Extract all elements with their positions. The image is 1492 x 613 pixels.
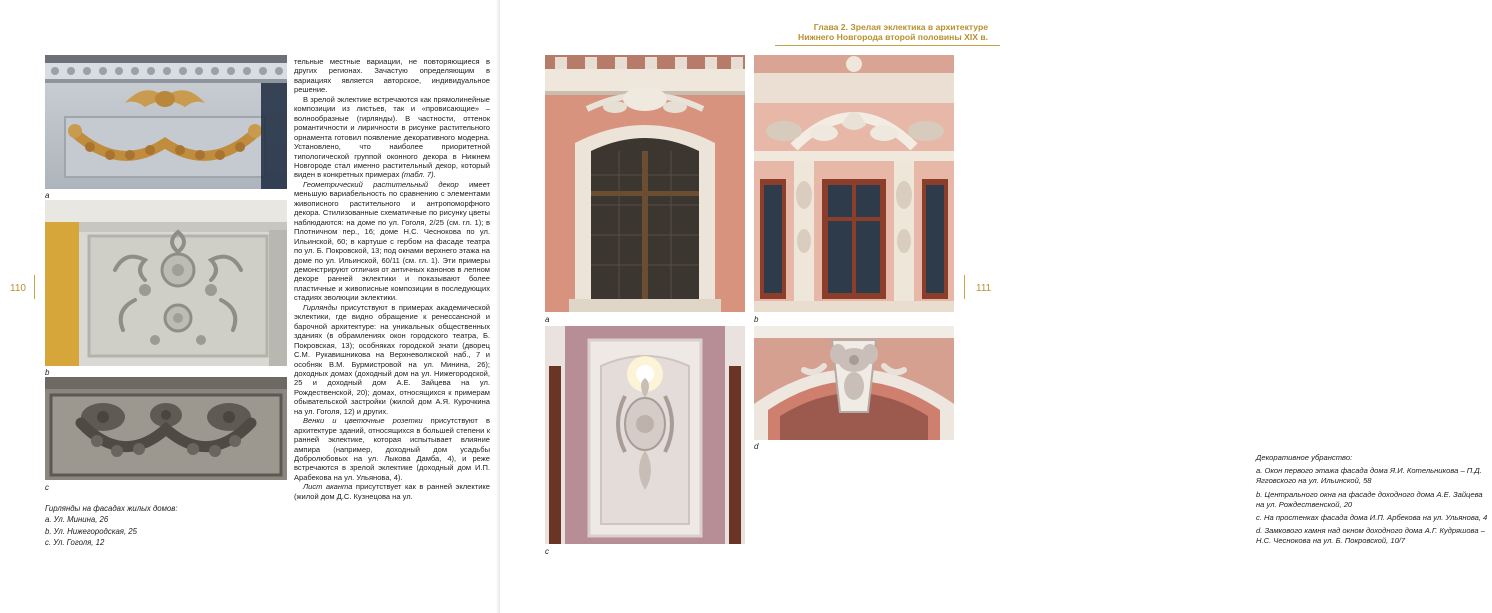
right-caption-item-c: c. На простенках фасада дома И.П. Арбекова на ул. Ульянова, 4: [1256, 513, 1488, 523]
running-header-line-1: Глава 2. Зрелая эклектика в архитектуре: [813, 22, 988, 32]
paragraph-2-text: В зрелой эклектике встречаются как прямолинейные композиции из листьев, так и «провисающие» – волнообразные (гирлянды). В частности, оттенок романтичности и лиричности в рисунке растительного орнамента готовил появление декоративного модерна. Установлено, что наиболее приоритетной типологической группой оконного декора в Нижнем Новгороде стал именно растительный декор, который виден в конкретных примерах: [294, 94, 490, 180]
right-caption-item-d: d. Замкового камня над окном доходного дома А.Г. Кудряшова – Н.С. Чесноковa на ул. Б. Покровской, 10/7: [1256, 526, 1485, 546]
body-text-column: [294, 57, 490, 501]
figure-letter-c-right: c: [545, 547, 549, 556]
running-header-line-2: Нижнего Новгорода второй половины XIX в.: [797, 32, 988, 42]
page-number-left: 110: [10, 283, 26, 294]
paragraph-4-text: присутствуют в примерах академической эклектики, где видно обращение к ренессансной и барочной архитектуре: на уникальных общественных зданиях (в обрамлениях окон городского театра, Б. Покровская, 13); особняках городской знати (дворец С.М. Рукавишникова на Верхневолжской наб., 7 и особняк В.М. Бурмистровой на ул. Минина, 26); доходных домах (доходный дом на ул. Нижегородской, 25 и доходный дом А.Е. Зайцева на ул. Рождественской, 20); домах, относящихся к примерам обывательской застройки (жилой дом А.Я. Курочкина на ул. Гоголя, 12) и других.: [294, 302, 490, 416]
running-header: [758, 22, 988, 42]
right-captions-title: Декоративное убранство:: [1256, 453, 1353, 462]
paragraph-6-text: присутствует как в ранней эклектике (жилой дом Д.С. Кузнецова на ул.: [294, 482, 490, 501]
table-reference: (табл. 7).: [401, 170, 436, 180]
paragraph-3-text: имеет меньшую вариабельность по сравнению с элементами живописного растительного и антропоморфного декора. Стилизованные схематичные по рисунку цветы наблюдаются: на доме по ул. Гоголя, 2/25 (см. гл. 1); в Плотничном пер., 16; доме Н.С. Чесноковa по ул. Ильинской, 60; в картуше с гербом на фасаде театра по ул. Б. Покровской, 13; под окнами верхнего этажа на доме по ул. Ильинской, 60/11 (см. гл. 1). Эти примеры демонстрируют отличия от античных канонов в лепном декоре ранней эклектики и показывают более пластичные и живописные композиции в последующих стадиях эволюции эклектики.: [294, 179, 490, 303]
left-caption-item-c: c. Ул. Гоголя, 12: [45, 538, 105, 548]
paragraph-3-lead: Геометрический растительный декор: [303, 179, 459, 189]
right-figure-captions: [1256, 453, 1492, 550]
page-number-right-rule: [964, 275, 965, 299]
left-caption-item-b: b. Ул. Нижегородская, 25: [45, 526, 137, 536]
left-captions-title: Гирлянды на фасадах жилых домов:: [45, 504, 178, 513]
paragraph-5-lead: Венки и цветочные розетки: [303, 416, 423, 426]
right-caption-item-a: a. Окон первого этажа фасада дома Я.И. Котельникова – П.Д. Ягговского на ул. Ильинской, 58: [1256, 466, 1482, 486]
left-figure-captions: [45, 503, 285, 549]
page-number-right: 111: [976, 283, 992, 294]
photo-window-rozhdestvenskaya: [754, 55, 954, 312]
running-header-rule: [775, 45, 1000, 46]
left-page: [0, 0, 500, 613]
photo-keystone-pokrovskaya: [754, 326, 954, 440]
figure-letter-b-left: b: [45, 368, 50, 377]
paragraph-2: [294, 95, 490, 180]
paragraph-5-text: присутствуют в архитектуре зданий, относящихся в большей степени к ранней эклектике, которая испытывает влияние ампира (например, доходный дом усадьбы Добролюбовых на ул. Лыкова Дамба, 4), и реже встречаются в зрелой эклектике (доходный дом И.П. Арабекова на ул. Ульянова, 4).: [294, 416, 490, 482]
photo-window-ilyinskaya: [545, 55, 745, 312]
photo-garland-gogolya: [45, 377, 287, 480]
right-caption-item-b: b. Центрального окна на фасаде доходного дома А.Е. Зайцева на ул. Рождественской, 20: [1256, 489, 1483, 509]
figure-letter-d-right: d: [754, 442, 759, 451]
photo-wall-ulyanova: [545, 326, 745, 544]
page-number-left-rule: [34, 275, 35, 299]
photo-garland-minina: [45, 55, 287, 189]
paragraph-6-lead: Лист аканта: [303, 482, 353, 492]
photo-ornament-nizhegorodskaya: [45, 200, 287, 366]
paragraph-1: тельные местные вариации, не повторяющиеся в других регионах. Зачастую определяющим в вариациях является авторское, индивидуальное решение.: [294, 57, 490, 95]
paragraph-3: [294, 180, 490, 303]
paragraph-6: [294, 482, 490, 501]
left-caption-item-a: a. Ул. Минина, 26: [45, 515, 109, 525]
right-page: [500, 0, 1488, 613]
figure-letter-c-left: c: [45, 483, 49, 492]
paragraph-4-lead: Гирлянды: [303, 302, 338, 312]
paragraph-5: [294, 416, 490, 482]
figure-letter-a-left: a: [45, 191, 50, 200]
figure-letter-b-right: b: [754, 315, 759, 324]
figure-letter-a-right: a: [545, 315, 550, 324]
paragraph-4: [294, 303, 490, 416]
